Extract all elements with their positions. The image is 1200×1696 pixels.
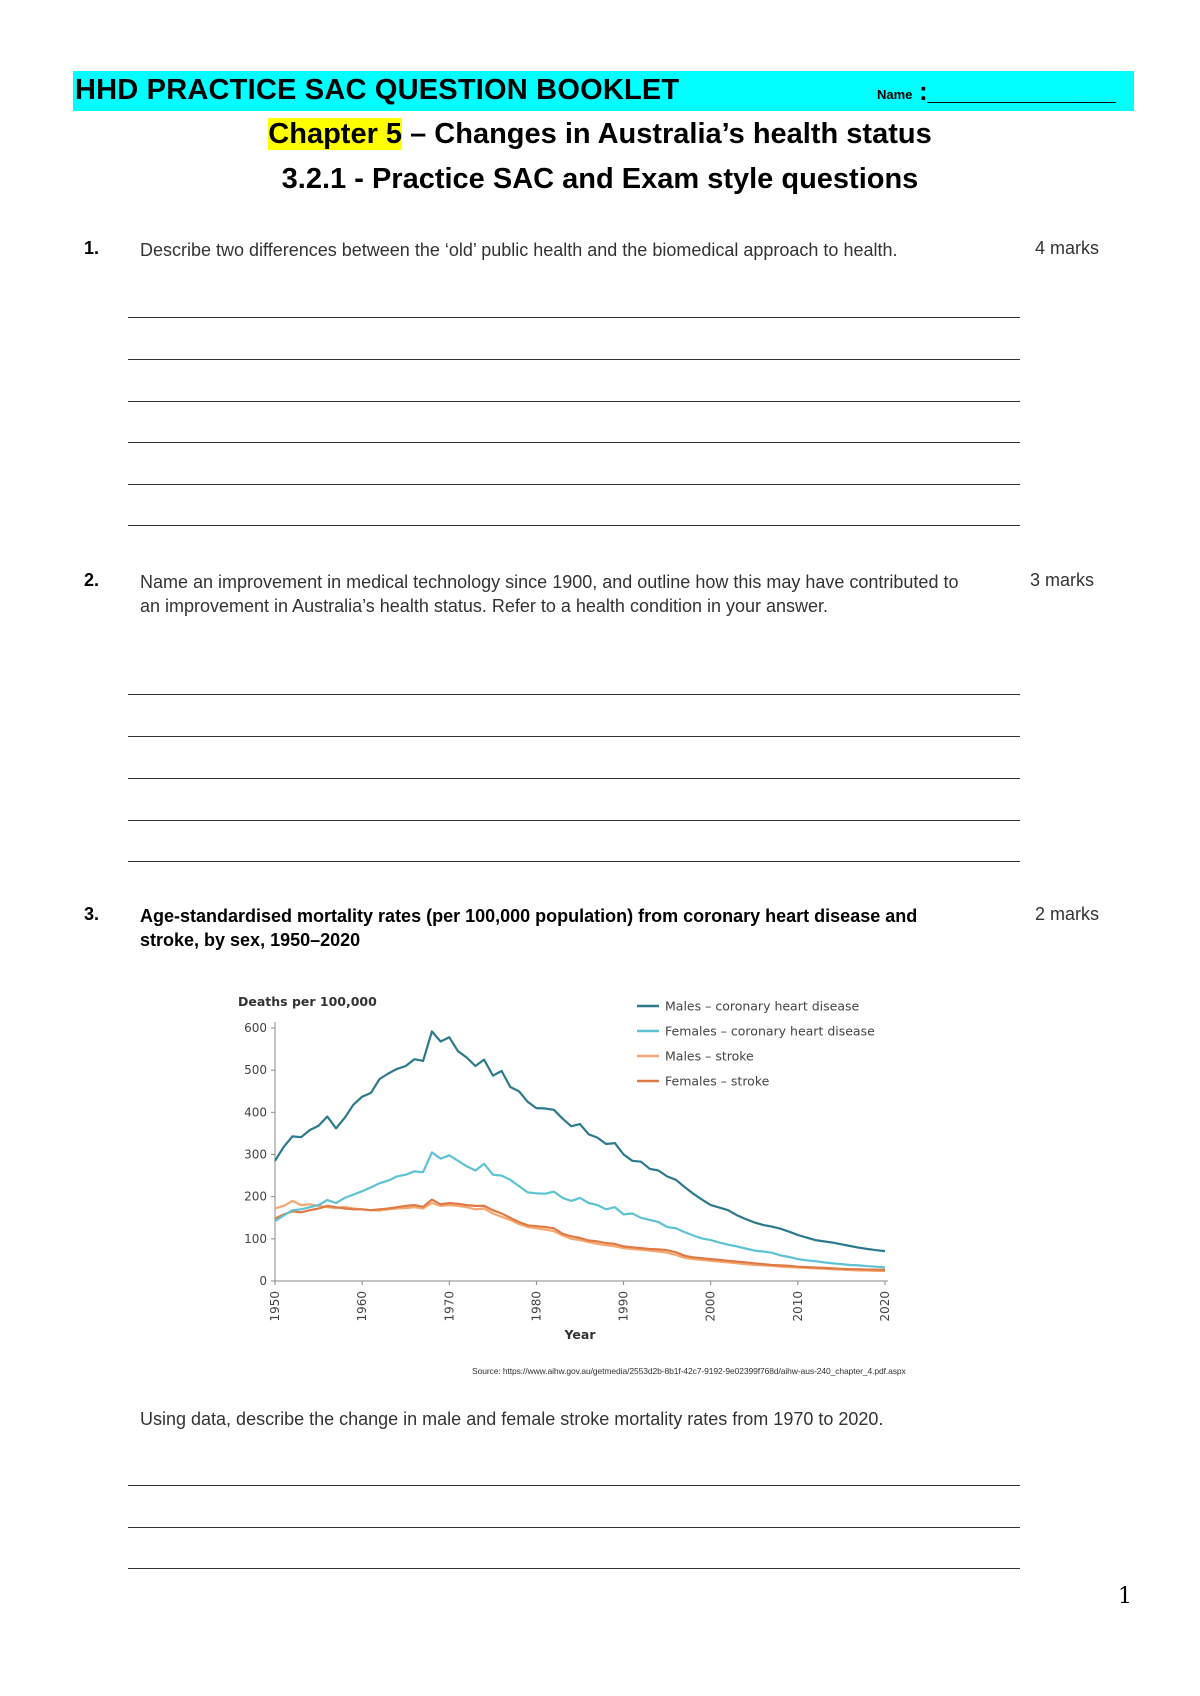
- question-marks: 3 marks: [1030, 570, 1095, 590]
- x-tick-label: 2020: [878, 1291, 892, 1322]
- x-tick-label: 2000: [703, 1291, 718, 1322]
- section-title: 3.2.1 - Practice SAC and Exam style questions: [281, 163, 919, 195]
- y-tick-label: 100: [244, 1231, 267, 1246]
- legend-label: Males – coronary heart disease: [665, 998, 860, 1014]
- answer-line[interactable]: [128, 736, 1020, 737]
- y-tick-label: 400: [244, 1105, 267, 1120]
- page-number: 1: [1118, 1584, 1132, 1609]
- booklet-title: HHD PRACTICE SAC QUESTION BOOKLET: [75, 74, 680, 106]
- answer-line[interactable]: [128, 484, 1020, 485]
- y-tick-label: 0: [259, 1274, 267, 1288]
- legend-label: Females – coronary heart disease: [665, 1023, 875, 1039]
- question-number: 2.: [84, 570, 100, 590]
- answer-line[interactable]: [128, 317, 1020, 318]
- y-axis-label: Deaths per 100,000: [238, 994, 377, 1009]
- legend-label: Females – stroke: [665, 1073, 770, 1089]
- x-tick-label: 1990: [616, 1291, 631, 1322]
- legend-label: Males – stroke: [665, 1048, 754, 1064]
- answer-line[interactable]: [128, 694, 1020, 695]
- question-prompt: Using data, describe the change in male and female stroke mortality rates from 1970 to 2020.: [140, 1409, 884, 1429]
- series-line: [275, 1201, 885, 1271]
- y-tick-label: 600: [244, 1021, 267, 1035]
- answer-line[interactable]: [128, 1527, 1020, 1528]
- y-tick-label: 500: [244, 1063, 267, 1078]
- chapter-label: Chapter 5: [268, 118, 403, 150]
- question-marks: 2 marks: [1035, 904, 1100, 924]
- x-tick-label: 1980: [529, 1291, 544, 1322]
- mortality-line-chart: [230, 988, 910, 1348]
- answer-line[interactable]: [128, 525, 1020, 526]
- x-tick-label: 1950: [268, 1291, 282, 1322]
- answer-line[interactable]: [128, 861, 1020, 862]
- question-number: 3.: [84, 904, 100, 924]
- answer-line[interactable]: [128, 1568, 1020, 1569]
- question-marks: 4 marks: [1035, 238, 1100, 258]
- chapter-heading: [0, 118, 1200, 151]
- answer-line[interactable]: [128, 359, 1020, 360]
- x-axis-label: Year: [564, 1327, 596, 1342]
- question-number: 1.: [84, 238, 100, 258]
- question-text: Name an improvement in medical technology since 1900, and outline how this may have contributed to an improvement in Australia’s health status. Refer to a health condition in your answer.: [140, 572, 959, 616]
- chart-source: Source: https://www.aihw.gov.au/getmedia/2553d2b-8b1f-42c7-9192-9e02399f768d/aihw-aus-240_chapter_4.pdf.aspx: [472, 1366, 906, 1376]
- y-tick-label: 200: [244, 1189, 267, 1204]
- answer-line[interactable]: [128, 442, 1020, 443]
- name-field[interactable]: :_____________: [919, 76, 1116, 106]
- name-label: Name: [877, 87, 913, 102]
- answer-line[interactable]: [128, 401, 1020, 402]
- question-text: Describe two differences between the ‘old’ public health and the biomedical approach to health.: [140, 240, 898, 260]
- chapter-title: – Changes in Australia’s health status: [402, 118, 932, 150]
- question-text: Age-standardised mortality rates (per 100,000 population) from coronary heart disease and stroke, by sex, 1950–2020: [140, 906, 918, 950]
- answer-line[interactable]: [128, 778, 1020, 779]
- answer-line[interactable]: [128, 1485, 1020, 1486]
- x-tick-label: 1970: [442, 1291, 457, 1322]
- answer-line[interactable]: [128, 820, 1020, 821]
- y-tick-label: 300: [244, 1147, 267, 1162]
- x-tick-label: 1960: [355, 1291, 370, 1322]
- series-line: [275, 1031, 885, 1251]
- x-tick-label: 2010: [790, 1291, 805, 1322]
- series-line: [275, 1200, 885, 1270]
- title-banner: [73, 71, 1134, 111]
